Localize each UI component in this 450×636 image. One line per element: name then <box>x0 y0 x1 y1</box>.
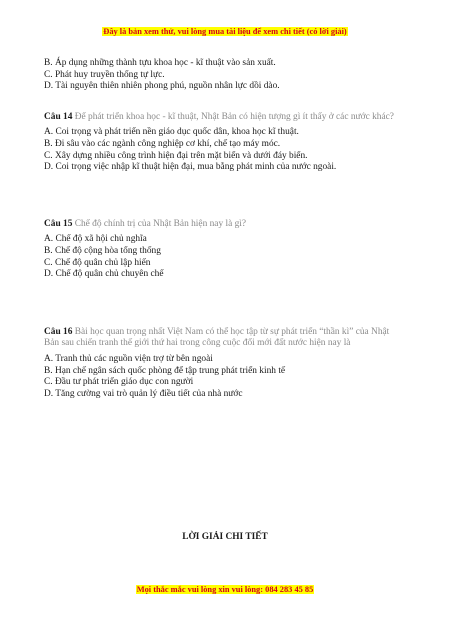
question-14 <box>44 112 406 174</box>
preview-notice-text: Đây là bản xem thử, vui lòng mua tài liệu để xem chi tiết (có lời giải) <box>103 27 347 36</box>
option-c: C. Xây dựng nhiều công trình hiện đại trên mặt biển và dưới đáy biển. <box>44 150 308 161</box>
question-text: Bài học quan trọng nhất Việt Nam có thể học tập từ sự phát triển “thần kì” của Nhật Bản sau chiến tranh thế giới thứ hai trong công cuộc đổi mới đất nước hiện nay là <box>44 326 390 349</box>
option-c: C. Phát huy truyền thống tự lực. <box>44 69 165 80</box>
question-15 <box>44 219 406 281</box>
option-a: A. Tranh thủ các nguồn viện trợ từ bên ngoài <box>44 353 213 364</box>
option-b: B. Chế độ cộng hòa tổng thống <box>44 245 161 256</box>
previous-question-options <box>44 58 406 93</box>
option-a: A. Chế độ xã hội chủ nghĩa <box>44 234 147 245</box>
option-b: B. Đi sâu vào các ngành công nghiệp cơ khí, chế tạo máy móc. <box>44 138 281 149</box>
contact-banner <box>0 585 450 594</box>
option-c: C. Chế độ quân chủ lập hiến <box>44 257 151 268</box>
preview-notice-banner <box>0 27 450 36</box>
question-16 <box>44 327 406 401</box>
document-body <box>44 58 406 400</box>
question-label: Câu 14 <box>44 111 73 122</box>
option-d: D. Tài nguyên thiên nhiên phong phú, nguồn nhân lực dồi dào. <box>44 81 280 92</box>
contact-text: Mọi thắc mắc vui lòng xin vui lòng: 084 283 45 85 <box>136 585 314 594</box>
option-a: A. Coi trọng và phát triển nền giáo dục quốc dân, khoa học kĩ thuật. <box>44 127 299 138</box>
question-text: Để phát triển khoa học - kĩ thuật, Nhật Bản có hiện tượng gì ít thấy ở các nước khác? <box>74 111 394 122</box>
option-d: D. Chế độ quân chủ chuyên chế <box>44 269 164 280</box>
answer-section-heading: LỜI GIẢI CHI TIẾT <box>182 532 268 542</box>
question-label: Câu 16 <box>44 326 73 337</box>
option-c: C. Đầu tư phát triển giáo dục con người <box>44 377 194 388</box>
option-b: B. Áp dụng những thành tựu khoa học - kĩ thuật vào sản xuất. <box>44 58 276 68</box>
option-b: B. Hạn chế ngân sách quốc phòng để tập trung phát triển kinh tế <box>44 365 286 376</box>
option-d: D. Coi trọng việc nhập kĩ thuật hiện đại, mua bằng phát minh của nước ngoài. <box>44 162 337 173</box>
option-d: D. Tăng cường vai trò quản lý điều tiết của nhà nước <box>44 388 243 399</box>
question-text: Chế độ chính trị của Nhật Bản hiện nay là gì? <box>74 218 247 229</box>
question-label: Câu 15 <box>44 218 73 229</box>
